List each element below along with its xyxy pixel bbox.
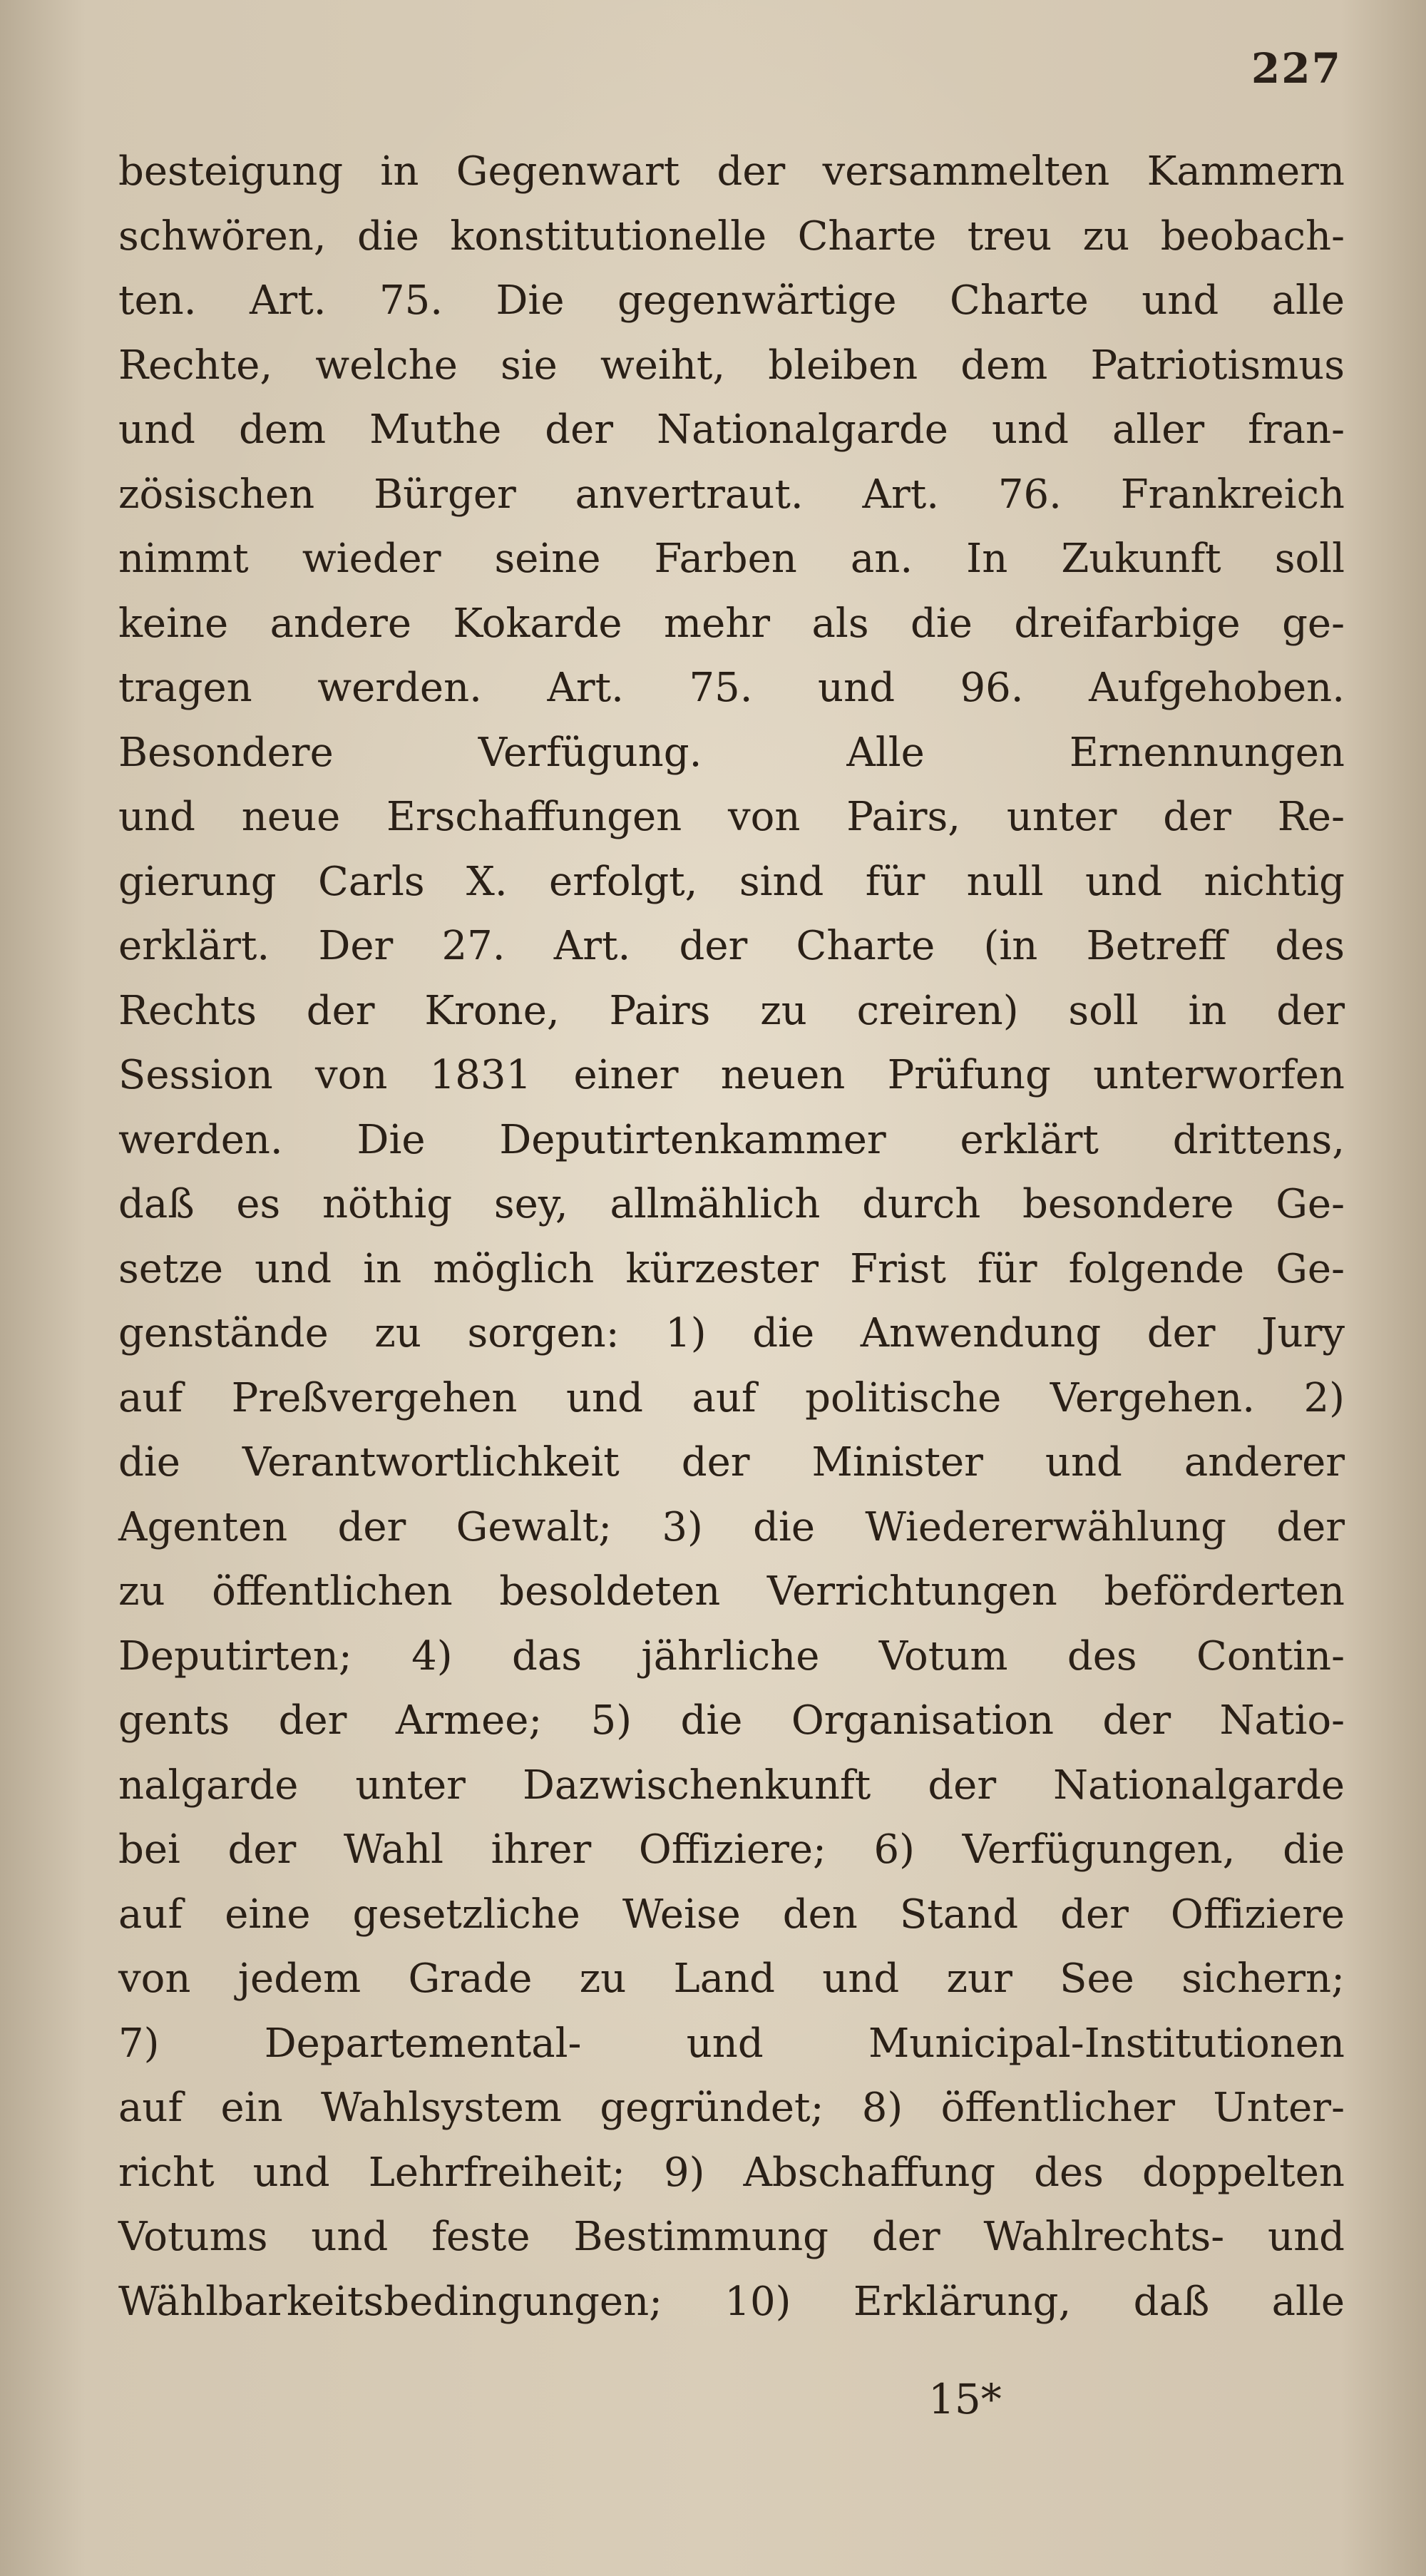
- text-line: auf eine gesetzliche Weise den Stand der Offiziere: [118, 1891, 1345, 1938]
- text-line: Rechte, welche sie weiht, bleiben dem Patriotismus: [118, 342, 1345, 389]
- text-line: daß es nöthig sey, allmählich durch besondere Ge-: [118, 1181, 1345, 1227]
- text-line: richt und Lehrfreiheit; 9) Abschaffung des doppelten: [118, 2149, 1345, 2196]
- text-line: auf Preßvergehen und auf politische Vergehen. 2): [118, 1374, 1345, 1421]
- text-line: zösischen Bürger anvertraut. Art. 76. Frankreich: [118, 471, 1345, 518]
- text-line: genstände zu sorgen: 1) die Anwendung der Jury: [118, 1310, 1345, 1356]
- text-line: und dem Muthe der Nationalgarde und aller fran-: [118, 407, 1345, 453]
- body-text: [118, 140, 1345, 2334]
- text-line: tragen werden. Art. 75. und 96. Aufgehoben.: [118, 665, 1345, 711]
- text-line: Deputirten; 4) das jährliche Votum des Contin-: [118, 1632, 1345, 1680]
- text-line: nimmt wieder seine Farben an. In Zukunft soll: [118, 536, 1345, 582]
- text-line: keine andere Kokarde mehr als die dreifarbige ge-: [118, 600, 1345, 647]
- text-line: Besondere Verfügung. Alle Ernennungen: [118, 729, 1345, 776]
- text-line: Votums und feste Bestimmung der Wahlrechts- und: [118, 2214, 1345, 2260]
- text-line: und neue Erschaffungen von Pairs, unter der Re-: [118, 794, 1345, 840]
- text-line: schwören, die konstitutionelle Charte treu zu beobach-: [118, 213, 1345, 260]
- text-line: zu öffentlichen besoldeten Verrichtungen beförderten: [118, 1568, 1345, 1615]
- text-line: gents der Armee; 5) die Organisation der Natio-: [118, 1697, 1345, 1744]
- text-line: von jedem Grade zu Land und zur See sichern;: [118, 1956, 1345, 2002]
- text-line: bei der Wahl ihrer Offiziere; 6) Verfügungen, die: [118, 1826, 1345, 1873]
- text-line: Agenten der Gewalt; 3) die Wiedererwählung der: [118, 1503, 1345, 1550]
- text-line: die Verantwortlichkeit der Minister und anderer: [118, 1439, 1345, 1486]
- text-line: nalgarde unter Dazwischenkunft der Nationalgarde: [118, 1762, 1345, 1809]
- text-line: werden. Die Deputirtenkammer erklärt drittens,: [118, 1116, 1345, 1163]
- text-line: auf ein Wahlsystem gegründet; 8) öffentlicher Unter-: [118, 2085, 1345, 2131]
- text-line: Wählbarkeitsbedingungen; 10) Erklärung, daß alle: [118, 2278, 1345, 2325]
- text-line: Session von 1831 einer neuen Prüfung unterworfen: [118, 1052, 1345, 1098]
- text-line: gierung Carls X. erfolgt, sind für null und nichtig: [118, 858, 1345, 905]
- page-number: 227: [1251, 44, 1342, 93]
- text-line: Rechts der Krone, Pairs zu creiren) soll in der: [118, 987, 1345, 1034]
- signature-mark: 15*: [928, 2375, 1002, 2423]
- text-line: 7) Departemental- und Municipal-Institutionen: [118, 2020, 1345, 2067]
- text-line: besteigung in Gegenwart der versammelten Kammern: [118, 148, 1345, 195]
- text-line: setze und in möglich kürzester Frist für folgende Ge-: [118, 1245, 1345, 1292]
- text-line: erklärt. Der 27. Art. der Charte (in Betreff des: [118, 923, 1345, 969]
- text-line: ten. Art. 75. Die gegenwärtige Charte und alle: [118, 277, 1345, 324]
